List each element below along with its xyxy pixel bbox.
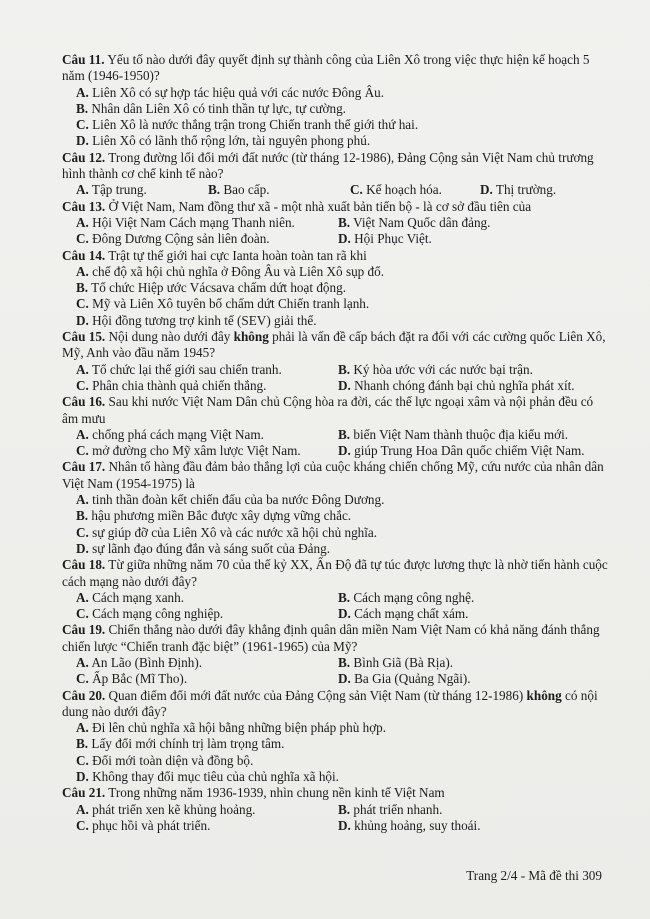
option-d: D. Thị trường. [480, 182, 557, 198]
option-c: C. Kế hoạch hóa. [350, 182, 442, 198]
option-b: B. Bao cấp. [208, 182, 270, 198]
options-18: A. Cách mạng xanh. B. Cách mạng công nghệ. C. Cách mạng công nghiệp. D. Cách mạng chất xám. [76, 589, 475, 622]
option-b: B. Nhân dân Liên Xô có tinh thần tự lực, tự cường. [76, 100, 346, 116]
option-a: A. Liên Xô có sự hợp tác hiệu quả với các nước Đông Âu. [76, 84, 385, 100]
question-14: Câu 14. Trật tự thế giới hai cực Ianta hoàn toàn tan rã khi [62, 247, 367, 263]
question-text: Yếu tố nào dưới đây quyết định sự thành công của Liên Xô trong việc thực hiện kế hoạch 5 năm (1946-1950)? [62, 52, 590, 84]
question-text: Trong đường lối đổi mới đất nước (từ tháng 12-1986), Đảng Cộng sản Việt Nam chủ trương hình thành cơ chế kinh tế nào? [62, 149, 594, 182]
question-19: Câu 19. Chiến thắng nào dưới đây khẳng định quân dân miền Nam Việt Nam có khả năng đánh thắng chiến lược “Chiến tranh đặc biệt” (1961-1965) của Mỹ? [62, 622, 600, 654]
options-20: A. Đi lên chủ nghĩa xã hội bằng những biện pháp phù hợp. B. Lấy đổi mới chính trị làm trọng tâm. C. Đổi mới toàn diện và đồng bộ. D. Không thay đổi mục tiêu của chủ nghĩa xã hội. [76, 720, 387, 785]
options-16: A. chống phá cách mạng Việt Nam. B. biến Việt Nam thành thuộc địa kiểu mới. C. mở đường cho Mỹ xâm lược Việt Nam. D. giúp Trung Hoa Dân quốc chiếm Việt Nam. [76, 426, 585, 459]
option-c: C. Liên Xô là nước thắng trận trong Chiến tranh thế giới thứ hai. [76, 117, 419, 133]
question-21: Câu 21. Trong những năm 1936-1939, nhìn chung nền kinh tế Việt Nam [62, 785, 445, 801]
question-number: Câu 11. [62, 52, 105, 67]
question-15: Câu 15. Nội dung nào dưới đây không phải là vấn đề cấp bách đặt ra đối với các cường quốc Liên Xô, Mỹ, Anh vào đầu năm 1945? [62, 329, 606, 361]
question-20: Câu 20. Quan điểm đổi mới đất nước của Đảng Cộng sản Việt Nam (từ tháng 12-1986) không có nội dung nào dưới đây? [62, 687, 598, 719]
options-11 [76, 85, 610, 150]
options-15: A. Tổ chức lại thế giới sau chiến tranh. B. Ký hòa ước với các nước bại trận. C. Phân chia thành quả chiến thắng. D. Nhanh chóng đánh bại chủ nghĩa phát xít. [76, 361, 575, 393]
page-footer: Trang 2/4 - Mã đề thi 309 [466, 868, 602, 883]
option-d: D. Liên Xô có lãnh thổ rộng lớn, tài nguyên phong phú. [76, 133, 371, 149]
question-number: Câu 12. [62, 149, 106, 165]
question-11 [62, 52, 610, 85]
options-14: A. chế độ xã hội chủ nghĩa ở Đông Âu và Liên Xô sụp đổ. B. Tổ chức Hiệp ước Vácsava chấm dứt hoạt động. C. Mỹ và Liên Xô tuyên bố chấm dứt Chiến tranh lạnh. D. Hội đồng tương trợ kinh tế (SEV) giải thể. [76, 263, 385, 328]
option-a: A. Tập trung. [76, 182, 147, 198]
question-list [62, 52, 610, 834]
options-21: A. phát triển xen kẽ khủng hoảng. B. phát triển nhanh. C. phục hồi và phát triển. D. khủng hoảng, suy thoái. [76, 801, 481, 833]
options-12 [76, 182, 610, 198]
question-18: Câu 18. Từ giữa những năm 70 của thế kỷ XX, Ấn Độ đã tự túc được lương thực là nhờ tiến hành cuộc cách mạng nào dưới đây? [62, 557, 608, 589]
question-13: Câu 13. Ở Việt Nam, Nam đồng thư xã - một nhà xuất bản tiến bộ - là cơ sở đầu tiên của [62, 198, 532, 214]
question-16: Câu 16. Sau khi nước Việt Nam Dân chủ Cộng hòa ra đời, các thế lực ngoại xâm và nội phản đều có âm mưu [62, 394, 594, 426]
question-12 [62, 150, 610, 183]
options-19: A. An Lão (Bình Định). B. Bình Giã (Bà Rịa). C. Ấp Bắc (Mĩ Tho). D. Ba Gia (Quảng Ngãi). [76, 654, 471, 687]
question-17: Câu 17. Nhân tố hàng đầu đảm bảo thắng lợi của cuộc kháng chiến chống Mỹ, cứu nước của nhân dân Việt Nam (1954-1975) là [62, 459, 604, 491]
options-17: A. tinh thần đoàn kết chiến đấu của ba nước Đông Dương. B. hậu phương miền Bắc được xây dựng vững chắc. C. sự giúp đỡ của Liên Xô và các nước xã hội chủ nghĩa. D. sự lãnh đạo đúng đắn và sáng suốt của Đảng. [76, 492, 385, 556]
options-13: A. Hội Việt Nam Cách mạng Thanh niên. B. Việt Nam Quốc dân đảng. C. Đông Dương Cộng sản liên đoàn. D. Hội Phục Việt. [76, 214, 491, 247]
